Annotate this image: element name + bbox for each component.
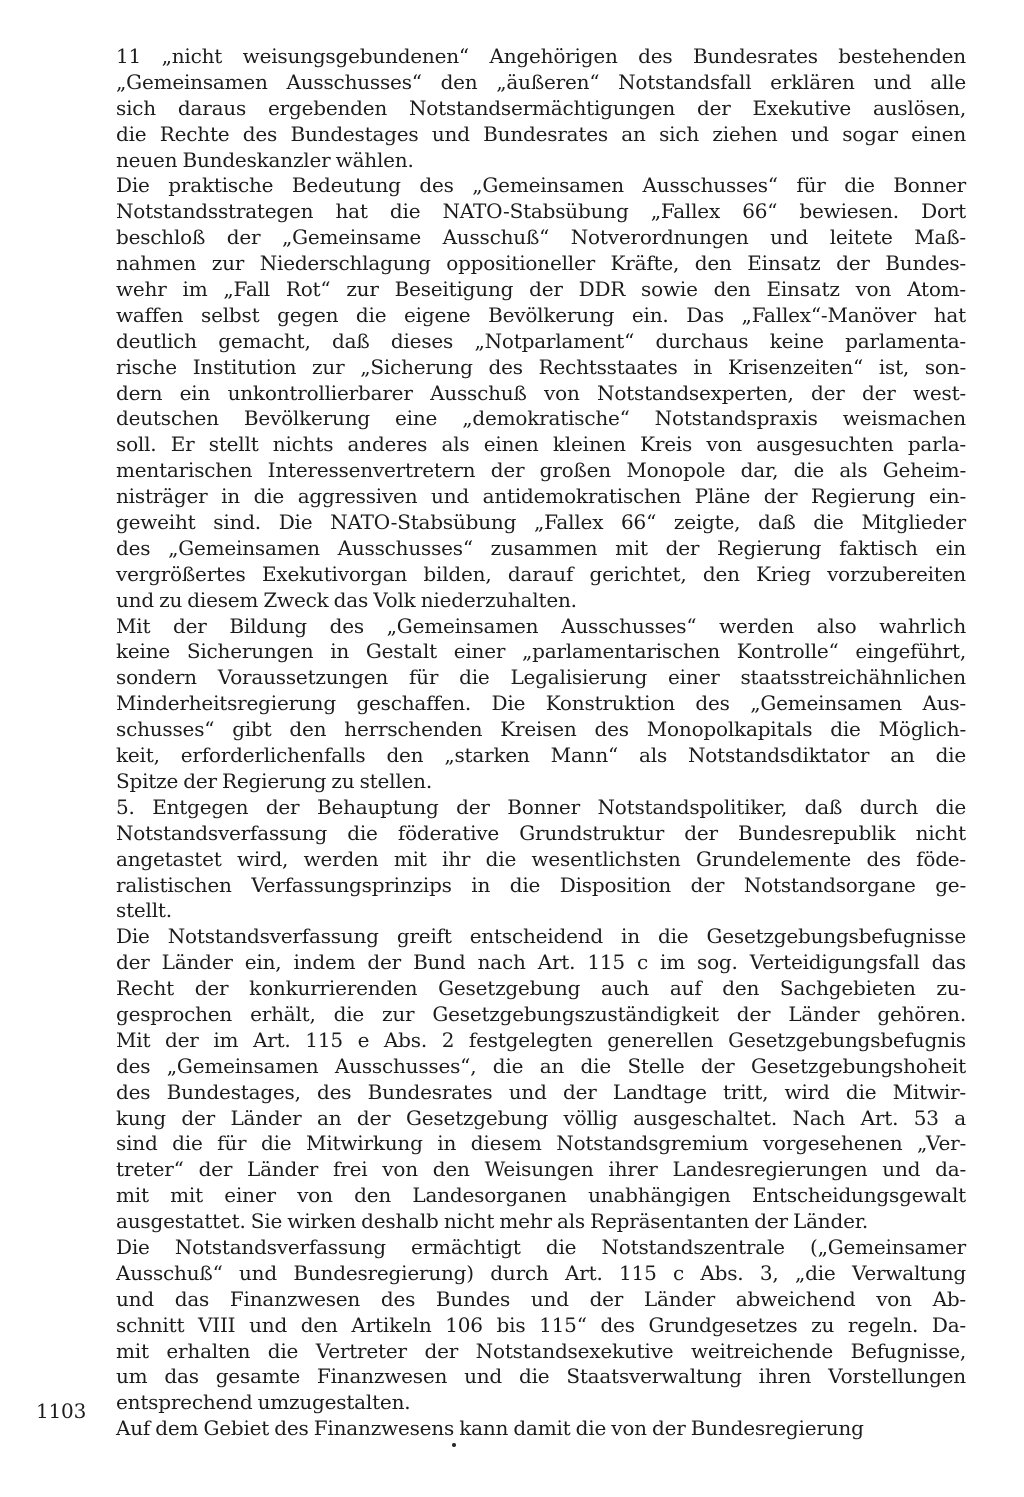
text-line: vergrößertes Exekutivorgan bilden, darauf gerichtet, den Krieg vorzubereiten (116, 561, 966, 586)
paragraph (116, 614, 966, 795)
text-line: stellt. (116, 898, 172, 923)
text-line: und das Finanzwesen des Bundes und der Länder abweichend von Ab- (116, 1286, 966, 1311)
paragraph (116, 924, 966, 1235)
text-line: der Länder ein, indem der Bund nach Art. 115 c im sog. Verteidigungsfall das (116, 950, 966, 975)
text-line: nisträger in die aggressiven und antidemokratischen Pläne der Regierung ein- (116, 484, 966, 509)
page-number: 1103 (36, 1399, 87, 1423)
text-line: dern ein unkontrollierbarer Ausschuß von Notstandsexperten, der der west- (116, 380, 966, 405)
text-line: waffen selbst gegen die eigene Bevölkerung ein. Das „Fallex“-Manöver hat (116, 302, 966, 327)
text-line: gesprochen erhält, die zur Gesetzgebungszuständigkeit der Länder gehören. (116, 1001, 966, 1026)
text-line: 11 „nicht weisungsgebundenen“ Angehörigen des Bundesrates bestehenden (116, 44, 966, 68)
text-line: sind die für die Mitwirkung in diesem Notstandsgremium vorgesehenen „Ver- (116, 1131, 966, 1156)
text-line: des „Gemeinsamen Ausschusses“, die an die Stelle der Gesetzgebungshoheit (116, 1053, 966, 1078)
text-line: treter“ der Länder frei von den Weisungen ihrer Landesregierungen und da- (116, 1157, 966, 1182)
text-line: Spitze der Regierung zu stellen. (116, 768, 433, 793)
text-line: soll. Er stellt nichts anderes als einen kleinen Kreis von ausgesuchten parla- (116, 432, 966, 457)
text-line: Minderheitsregierung geschaffen. Die Konstruktion des „Gemeinsamen Aus- (116, 691, 966, 716)
text-line: deutlich gemacht, daß dieses „Notparlament“ durchaus keine parlamenta- (116, 328, 966, 353)
text-line: schnitt VIII und den Artikeln 106 bis 115“ des Grundgesetzes zu regeln. Da- (116, 1312, 966, 1337)
text-line: neuen Bundeskanzler wählen. (116, 147, 414, 172)
text-line: keit, erforderlichenfalls den „starken Mann“ als Notstandsdiktator an die (116, 743, 966, 768)
paragraph (116, 795, 966, 924)
text-line: angetastet wird, werden mit ihr die wesentlichsten Grundelemente des föde- (116, 846, 966, 871)
paragraph (116, 1416, 966, 1442)
text-line: deutschen Bevölkerung eine „demokratische“ Notstandspraxis weismachen (116, 406, 966, 431)
text-line: Recht der konkurrierenden Gesetzgebung auch auf den Sachgebieten zu- (116, 976, 966, 1001)
text-line: um das gesamte Finanzwesen und die Staatsverwaltung ihren Vorstellungen (116, 1364, 966, 1389)
paragraph (116, 44, 966, 173)
text-line: Die Notstandsverfassung greift entscheidend in die Gesetzgebungsbefugnisse (116, 924, 966, 949)
paragraph (116, 1235, 966, 1416)
text-line: 5. Entgegen der Behauptung der Bonner Notstandspolitiker, daß durch die (116, 794, 966, 819)
text-line: mentarischen Interessenvertretern der großen Monopole dar, die als Geheim- (116, 458, 966, 483)
text-line: des Bundestages, des Bundesrates und der Landtage tritt, wird die Mitwir- (116, 1079, 966, 1104)
text-line: und zu diesem Zweck das Volk niederzuhalten. (116, 587, 577, 612)
text-line: die Rechte des Bundestages und Bundesrates an sich ziehen und sogar einen (116, 121, 966, 146)
text-line: nahmen zur Niederschlagung oppositioneller Kräfte, den Einsatz der Bundes- (116, 251, 966, 276)
text-line: geweiht sind. Die NATO-Stabsübung „Fallex 66“ zeigte, daß die Mitglieder (116, 510, 966, 535)
text-line: Die Notstandsverfassung ermächtigt die Notstandszentrale („Gemeinsamer (116, 1234, 966, 1259)
text-line: „Gemeinsamen Ausschusses“ den „äußeren“ Notstandsfall erklären und alle (116, 69, 966, 94)
text-line: schusses“ gibt den herrschenden Kreisen des Monopolkapitals die Möglich- (116, 717, 966, 742)
text-line: Notstandsstrategen hat die NATO-Stabsübung „Fallex 66“ bewiesen. Dort (116, 199, 966, 224)
text-line: rische Institution zur „Sicherung des Rechtsstaates in Krisenzeiten“ ist, son- (116, 354, 966, 379)
paragraph (116, 173, 966, 613)
text-line: sondern Voraussetzungen für die Legalisierung einer staatsstreichähnlichen (116, 665, 966, 690)
text-line: ausgestattet. Sie wirken deshalb nicht mehr als Repräsentanten der Länder. (116, 1209, 869, 1234)
text-line: Auf dem Gebiet des Finanzwesens kann damit die von der Bundesregierung (116, 1416, 864, 1441)
text-line: Mit der im Art. 115 e Abs. 2 festgelegten generellen Gesetzgebungsbefugnis (116, 1027, 966, 1052)
text-line: Ausschuß“ und Bundesregierung) durch Art. 115 c Abs. 3, „die Verwaltung (116, 1260, 966, 1285)
text-line: Mit der Bildung des „Gemeinsamen Ausschusses“ werden also wahrlich (116, 613, 966, 638)
text-line: Die praktische Bedeutung des „Gemeinsamen Ausschusses“ für die Bonner (116, 173, 966, 198)
text-line: sich daraus ergebenden Notstandsermächtigungen der Exekutive auslösen, (116, 95, 966, 120)
text-line: wehr im „Fall Rot“ zur Beseitigung der DDR sowie den Einsatz von Atom- (116, 277, 966, 302)
text-line: Notstandsverfassung die föderative Grundstruktur der Bundesrepublik nicht (116, 820, 966, 845)
scan-speck (452, 1443, 456, 1447)
text-line: beschloß der „Gemeinsame Ausschuß“ Notverordnungen und leitete Maß- (116, 225, 966, 250)
text-line: mit erhalten die Vertreter der Notstandsexekutive weitreichende Befugnisse, (116, 1338, 966, 1363)
text-line: ralistischen Verfassungsprinzips in die Disposition der Notstandsorgane ge- (116, 872, 966, 897)
text-line: mit mit einer von den Landesorganen unabhängigen Entscheidungsgewalt (116, 1183, 966, 1208)
text-line: entsprechend umzugestalten. (116, 1390, 411, 1415)
body-text-column (116, 44, 966, 1442)
text-line: kung der Länder an der Gesetzgebung völlig ausgeschaltet. Nach Art. 53 a (116, 1105, 966, 1130)
text-line: keine Sicherungen in Gestalt einer „parlamentarischen Kontrolle“ eingeführt, (116, 639, 966, 664)
text-line: des „Gemeinsamen Ausschusses“ zusammen mit der Regierung faktisch ein (116, 535, 966, 560)
